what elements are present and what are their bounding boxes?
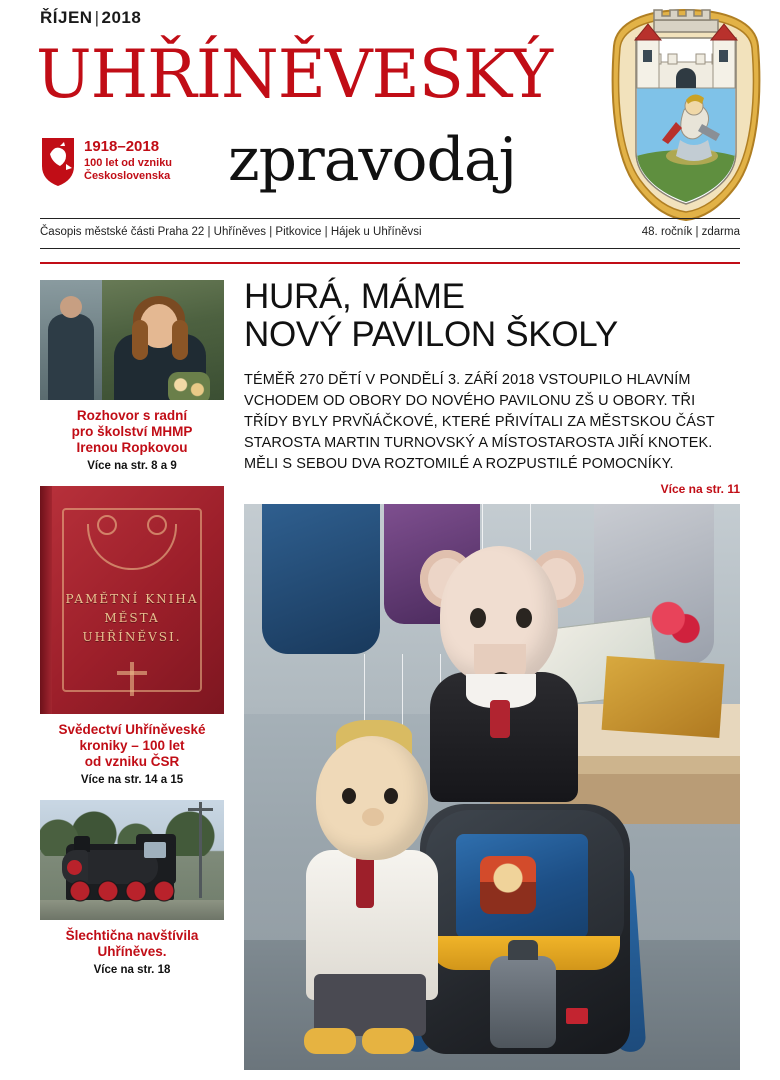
- teaser-chronicle[interactable]: [40, 486, 224, 786]
- header-rule-bottom: [40, 248, 740, 249]
- strapline: [40, 226, 740, 238]
- boy-puppet-head: [316, 736, 428, 860]
- steam-locomotive-photo: [40, 800, 224, 920]
- header-rule-top: [40, 218, 740, 219]
- caption-line: kroniky – 100 let: [79, 738, 185, 753]
- water-bottle: [490, 956, 556, 1048]
- masthead-title: UHŘÍNĚVESKÝ: [36, 36, 553, 113]
- headline-line-2: NOVÝ PAVILON ŠKOLY: [244, 315, 618, 354]
- centenary-line-2: Československa: [84, 170, 171, 182]
- caption-line: pro školství MHMP: [71, 424, 193, 439]
- issue-separator: |: [94, 8, 100, 27]
- caption-line: Svědectví Uhříněveské: [58, 722, 206, 737]
- interview-photo: [40, 280, 224, 400]
- lead-story-page-ref: Více na str. 11: [660, 482, 740, 496]
- lead-story: [244, 278, 740, 1070]
- coat-of-arms-icon: [606, 6, 766, 224]
- issue-date: [40, 8, 141, 28]
- teaser-locomotive-page-ref: Více na str. 18: [93, 964, 171, 976]
- teaser-locomotive[interactable]: [40, 800, 224, 976]
- sidebar-teasers: [40, 280, 224, 990]
- caption-line: Šlechtična navštívila: [65, 928, 199, 943]
- new-school-pavilion-photo: [244, 504, 740, 1070]
- chronicle-book-photo: [40, 486, 224, 714]
- caption-line: Rozhovor s radní: [76, 408, 188, 423]
- lead-paragraph: TÉMĚŘ 270 DĚTÍ V PONDĚLÍ 3. ZÁŘÍ 2018 VSTOUPILO HLAVNÍM VCHODEM OD OBORY DO NOVÉHO PAVILONU ZŠ U OBORY. TŘI TŘÍDY BYLY PRVŇÁČKOVÉ, KTERÉ PŘIVÍTALI ZA MĚSTSKOU ČÁST STAROSTA MARTIN TURNOVSKÝ A MÍSTOSTAROSTA JIŘÍ KNOTEK. MĚLI S SEBOU DVA ROZTOMILÉ A ROZPUSTILÉ POMOCNÍKY.: [244, 372, 715, 472]
- caption-line: Uhříněves.: [97, 944, 167, 959]
- page-title: [244, 278, 740, 354]
- issue-year: 2018: [101, 8, 142, 27]
- teaser-interview-caption: [40, 408, 224, 456]
- caption-line: Irenou Ropkovou: [76, 440, 188, 455]
- centenary-years: 1918–2018: [84, 138, 160, 155]
- strapline-right: 48. ročník | zdarma: [641, 226, 740, 238]
- book-cover-text: [40, 590, 224, 647]
- book-cover-line: PAMĚTNÍ KNIHA: [65, 592, 199, 606]
- czech-lion-emblem-icon: [40, 136, 76, 188]
- masthead-subtitle: zpravodaj: [228, 125, 517, 195]
- centenary-block: [40, 136, 172, 188]
- issue-month: ŘÍJEN: [40, 8, 93, 27]
- teaser-chronicle-caption: [40, 722, 224, 770]
- strapline-left: Časopis městské části Praha 22 | Uhříněves | Pitkovice | Hájek u Uhříněvsi: [40, 226, 422, 238]
- teaser-interview-page-ref: Více na str. 8 a 9: [87, 460, 177, 472]
- caption-line: od vzniku ČSR: [84, 754, 180, 769]
- headline-line-1: HURÁ, MÁME: [244, 277, 465, 316]
- book-cover-line: UHŘÍNĚVSI.: [82, 630, 182, 644]
- teaser-locomotive-caption: [40, 928, 224, 960]
- teaser-chronicle-page-ref: Více na str. 14 a 15: [80, 774, 184, 786]
- book-cover-line: MĚSTA: [104, 611, 160, 625]
- header-rule-accent: [40, 262, 740, 264]
- centenary-line-1: 100 let od vzniku: [84, 157, 173, 169]
- teaser-interview[interactable]: [40, 280, 224, 472]
